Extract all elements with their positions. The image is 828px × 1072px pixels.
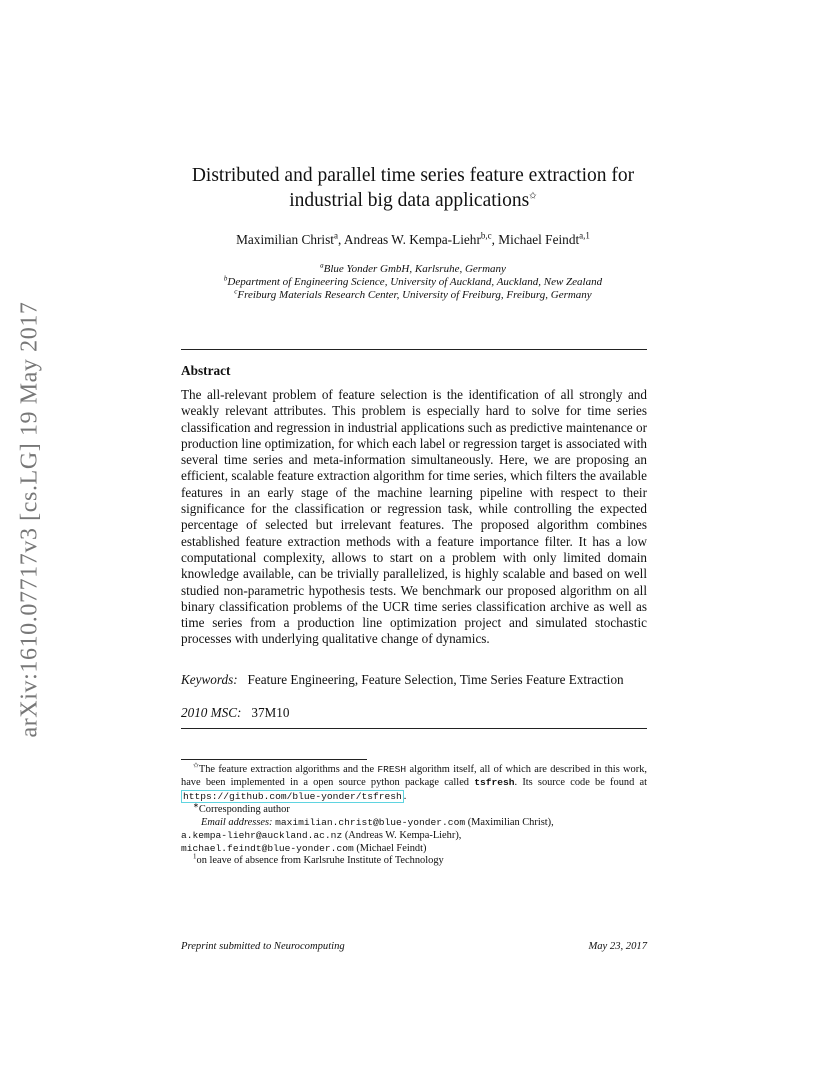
abstract-heading: Abstract [181,363,231,378]
email-label: Email addresses: [201,817,273,828]
title-line-1: Distributed and parallel time series feature extraction for [191,165,635,186]
keywords [181,672,647,688]
keywords-label: Keywords: [181,672,238,687]
fresh-name: FRESH [377,764,407,775]
title-line-2: industrial big data applications✩ [289,190,537,211]
abstract-top-rule [181,349,647,350]
email-link[interactable]: michael.feindt@blue-yonder.com [181,843,354,854]
paper-title [160,163,666,213]
footnote-email-2: a.kempa-liehr@auckland.ac.nz (Andreas W. Kempa-Liehr), [181,830,462,841]
email-link[interactable]: maximilian.christ@blue-yonder.com [275,817,466,828]
tsfresh-name: tsfresh [474,777,515,789]
affiliation-c: $^c$Freiburg Materials Research Center, University of Freiburg, Freiburg, Germany [234,287,592,301]
footnote-leave: $^1$on leave of absence from Karlsruhe Institute of Technology [193,852,444,866]
footer-submission: Preprint submitted to Neurocomputing [181,941,345,952]
msc-code: 37M10 [251,705,290,720]
abstract-text: The all-relevant problem of feature selection is the identification of all strongly and weakly relevant attributes. This problem is especially hard to solve for time series classification and regression in industrial applications such as predictive maintenance or production line optimization, for which each label or regression target is associated with several time series and meta-information simultaneously. Here, we are proposing an efficient, scalable feature extraction algorithm for time series, which filters the available features in an early stage of the machine learning pipeline with respect to their significance for the classification or regression task, while controlling the expected percentage of selected but irrelevant features. The proposed algorithm combines established feature extraction methods with a feature importance filter. It has a low computational complexity, allows to start on a problem with only limited domain knowledge available, can be trivially parallelized, is highly scalable and based on well studied non-parametric hypothesis tests. We benchmark our proposed algorithm on all binary classification problems of the UCR time series classification archive as well as time series from a production line optimization project and simulated stochastic processes with underlying qualitative change of dynamics. [181,387,647,647]
footnote-corresponding: ∗Corresponding author [193,801,290,815]
footnote-rule [181,759,367,760]
msc-label: 2010 MSC: [181,705,242,720]
author-name: Andreas W. Kempa-Liehr [343,232,481,247]
source-code-link[interactable]: https://github.com/blue-yonder/tsfresh [183,790,402,802]
arxiv-stamp-text: arXiv:1610.07717v3 [cs.LG] 19 May 2017 [16,300,43,738]
author-name: Maximilian Christ [236,232,334,247]
affiliation-b: $^b$Department of Engineering Science, University of Auckland, Auckland, New Zealand [223,274,603,288]
msc-classification [181,705,647,721]
affiliation-a: $^a$Blue Yonder GmbH, Karlsruhe, Germany [320,261,506,275]
footer-date: May 23, 2017 [588,941,647,952]
page-footer [181,941,647,952]
footnote-star: ✩The feature extraction algorithms and the FRESH algorithm itself, all of which are described in this work, have been implemented in a open source python package called tsfresh. Its source code be found at https://github.com/blue-yonder/tsfresh . [181,761,647,802]
footnote-emails: Email addresses: maximilian.christ@blue-yonder.com (Maximilian Christ), [201,817,554,828]
title-star-mark: ✩ [529,190,537,201]
abstract-bottom-rule [181,728,647,729]
email-link[interactable]: a.kempa-liehr@auckland.ac.nz [181,830,343,841]
arxiv-stamp [4,274,56,764]
author-name: Michael Feindt [498,232,580,247]
footnote-email-3: michael.feindt@blue-yonder.com (Michael Feindt) [181,843,427,854]
keywords-text: Feature Engineering, Feature Selection, Time Series Feature Extraction [247,672,624,687]
author-list: Maximilian Christ$^a$, Andreas W. Kempa-Liehr$^{b,c}$, Michael Feindt$^{a,1}$ [236,230,590,247]
